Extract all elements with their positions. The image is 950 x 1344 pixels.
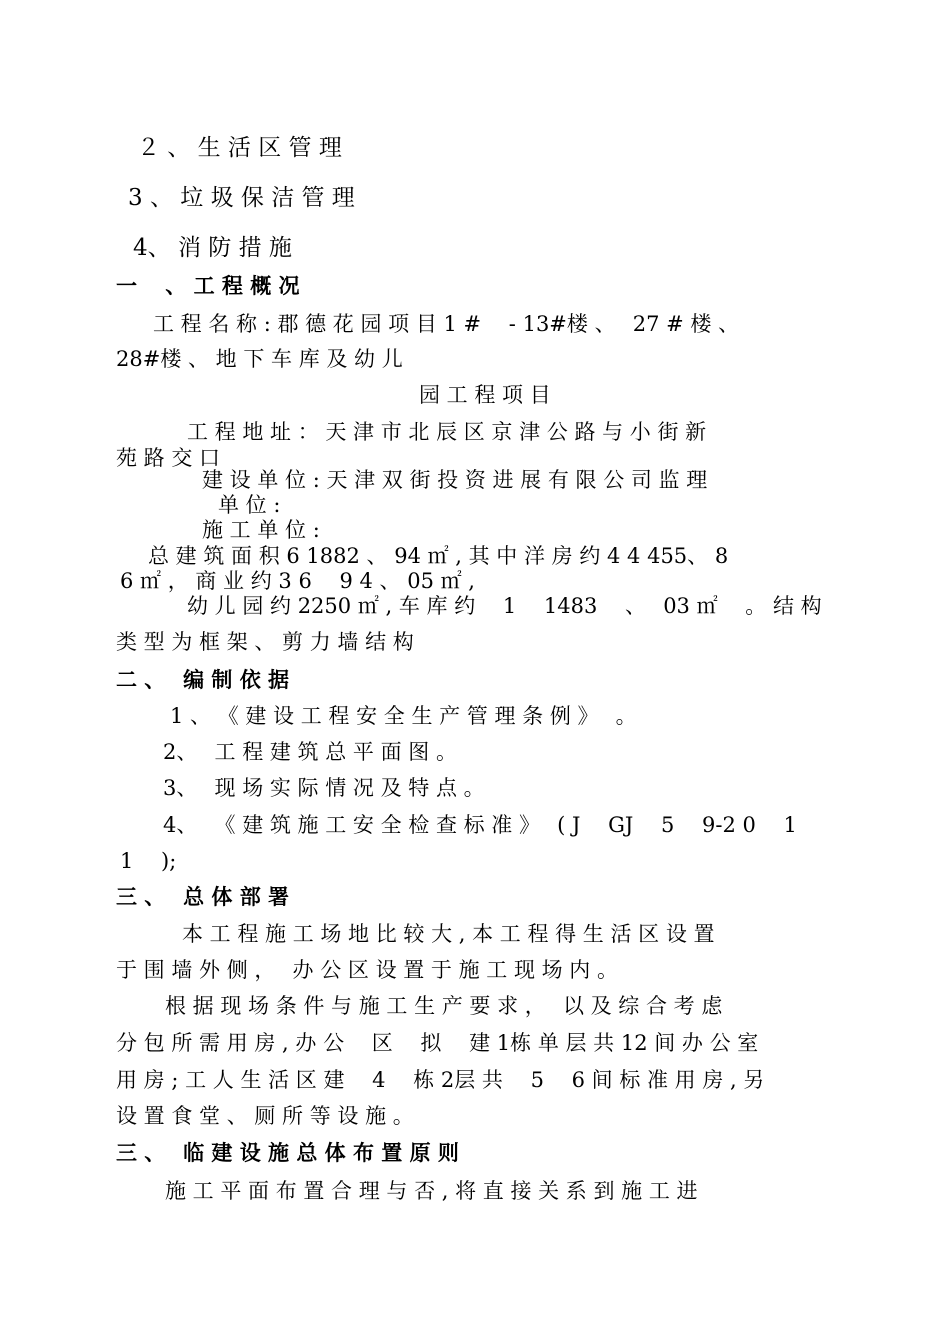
builder-line-1: 建 设 单 位 : 天 津 双 街 投 资 进 展 有 限 公 司 监 理 bbox=[202, 468, 708, 492]
project-name-line-2: 28#楼 、 地 下 车 库 及 幼 儿 bbox=[116, 347, 403, 371]
project-name-line-3: 园 工 程 项 目 bbox=[419, 383, 551, 407]
deployment-p2-line-2: 分 包 所 需 用 房 , 办 公 区 拟 建 1栋 单 层 共 12 间 办 公 室 bbox=[116, 1031, 759, 1055]
area-line-4: 类 型 为 框 架 、 剪 力 墙 结 构 bbox=[116, 630, 414, 654]
toc-item-3: 3 、 垃 圾 保 洁 管 理 bbox=[128, 185, 355, 211]
section-heading-overview: 一 、 工 程 概 况 bbox=[116, 274, 300, 298]
area-line-2: 6 ㎡ ， 商 业 约 3 6 9 4 、 05 ㎡ , bbox=[120, 569, 475, 593]
toc-item-2: ２ 、 生 活 区 管 理 bbox=[137, 135, 342, 161]
builder-line-2: 单 位 : bbox=[218, 493, 281, 517]
basis-item-4-line-1: 4、 《 建 筑 施 工 安 全 检 查 标 准 》 ( J GJ 5 9-2 0 1 bbox=[163, 813, 797, 837]
basis-item-4-line-2: 1 ); bbox=[120, 849, 177, 873]
layout-principles-p1-line-1: 施 工 平 面 布 置 合 理 与 否 , 将 直 接 关 系 到 施 工 进 bbox=[165, 1179, 698, 1203]
area-line-3: 幼 儿 园 约 2250 ㎡ , 车 库 约 1 1483 、 03 ㎡ 。 结 构 bbox=[187, 594, 822, 618]
section-heading-deployment: 三 、 总 体 部 署 bbox=[116, 885, 290, 909]
project-name-line-1: 工 程 名 称 : 郡 德 花 园 项 目 1 # - 13#楼 、 27 # 楼 、 bbox=[153, 312, 740, 336]
contractor-line: 施 工 单 位 : bbox=[202, 518, 320, 542]
project-address-line-2: 苑 路 交 口 bbox=[116, 446, 221, 470]
basis-item-1: 1 、 《 建 设 工 程 安 全 生 产 管 理 条 例 》 。 bbox=[170, 704, 637, 728]
deployment-p2-line-1: 根 据 现 场 条 件 与 施 工 生 产 要 求 ， 以 及 综 合 考 虑 bbox=[165, 994, 723, 1018]
deployment-p1-line-1: 本 工 程 施 工 场 地 比 较 大 , 本 工 程 得 生 活 区 设 置 bbox=[182, 922, 715, 946]
deployment-p2-line-4: 设 置 食 堂 、 厕 所 等 设 施 。 bbox=[116, 1104, 414, 1128]
deployment-p1-line-2: 于 围 墙 外 侧 ， 办 公 区 设 置 于 施 工 现 场 内 。 bbox=[116, 958, 618, 982]
section-heading-layout-principles: 三 、 临 建 设 施 总 体 布 置 原 则 bbox=[116, 1141, 459, 1165]
basis-item-2: 2、 工 程 建 筑 总 平 面 图 。 bbox=[163, 740, 457, 764]
toc-item-4: 4、 消 防 措 施 bbox=[133, 235, 292, 261]
deployment-p2-line-3: 用 房 ; 工 人 生 活 区 建 4 栋 2层 共 5 6 间 标 准 用 房 , 另 bbox=[116, 1068, 765, 1092]
area-line-1: 总 建 筑 面 积 6 1882 、 94 ㎡ , 其 中 洋 房 约 4 4 455、 8 bbox=[148, 544, 729, 568]
section-heading-basis: 二 、 编 制 依 据 bbox=[116, 668, 290, 692]
project-address-line-1: 工 程 地 址 ： 天 津 市 北 辰 区 京 津 公 路 与 小 街 新 bbox=[187, 420, 707, 444]
basis-item-3: 3、 现 场 实 际 情 况 及 特 点 。 bbox=[163, 776, 485, 800]
